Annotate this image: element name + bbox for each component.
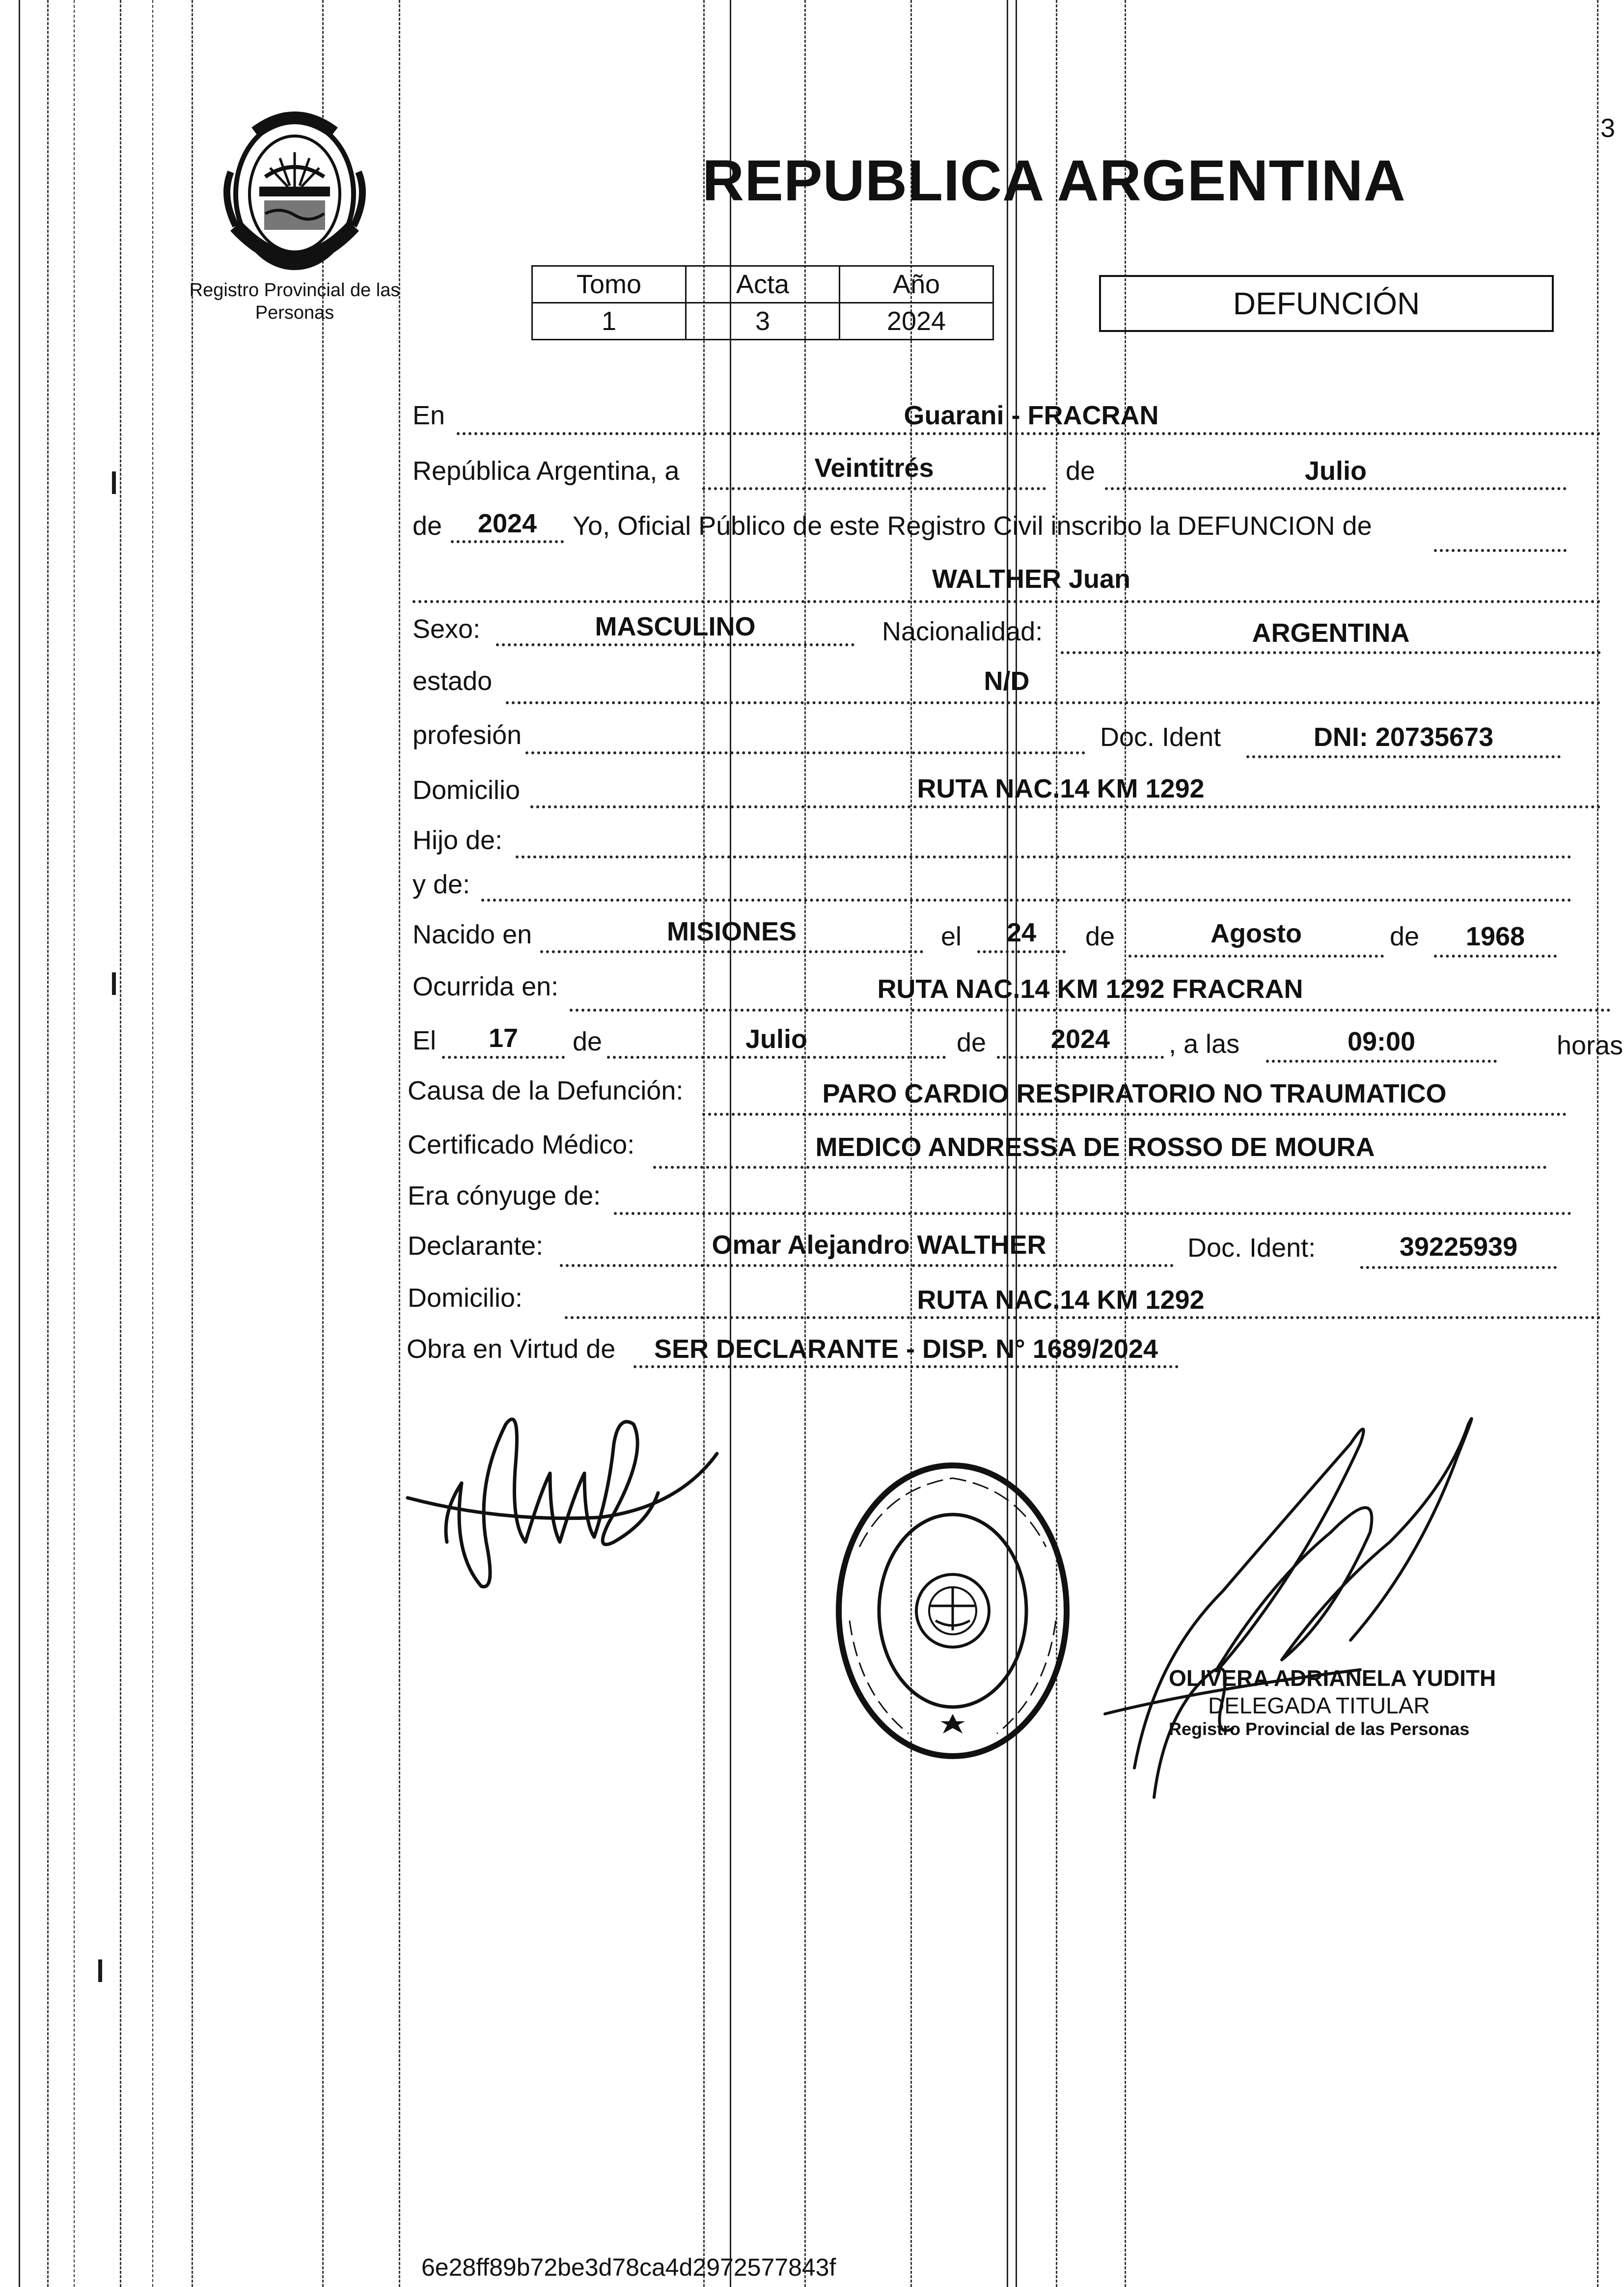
certificado-label: Certificado Médico: [408, 1130, 635, 1159]
anio-value: 2024 [840, 303, 993, 340]
sexo-label: Sexo: [413, 614, 481, 644]
sexo-value: MASCULINO [595, 612, 756, 641]
declarante-label: Declarante: [408, 1231, 544, 1261]
ocurrida-value: RUTA NAC.14 KM 1292 FRACRAN [877, 974, 1303, 1004]
domicilio-line [530, 805, 1601, 808]
death-hora-line [1266, 1060, 1497, 1063]
tomo-header: Tomo [532, 266, 686, 303]
birth-el-label: el [941, 922, 962, 951]
registration-table-header-row [532, 266, 993, 303]
conyuge-line [614, 1212, 1571, 1215]
death-month: Julio [745, 1024, 807, 1054]
causa-label: Causa de la Defunción: [408, 1076, 684, 1105]
profesion-label: profesión [413, 720, 522, 750]
declarante-domicilio-value: RUTA NAC.14 KM 1292 [917, 1285, 1205, 1315]
sexo-line [496, 643, 854, 646]
conyuge-label: Era cónyuge de: [408, 1181, 601, 1211]
scan-streak [703, 0, 705, 2287]
obra-en-virtud-line [633, 1365, 1179, 1368]
nacionalidad-value: ARGENTINA [1252, 618, 1410, 648]
scan-streak [74, 0, 75, 2287]
death-year-line [997, 1056, 1164, 1059]
fecha-acta-label: República Argentina, a [413, 456, 680, 486]
official-stamp-name: OLIVERA ADRIANELA YUDITH [1169, 1665, 1496, 1691]
obra-en-virtud-value: SER DECLARANTE - DISP. N° 1689/2024 [654, 1334, 1158, 1364]
scan-streak [192, 0, 193, 2287]
scan-streak [120, 0, 121, 2287]
declarante-domicilio-line [565, 1316, 1601, 1319]
fecha-acta-year-line [451, 540, 564, 543]
birth-de1-label: de [1085, 922, 1115, 951]
y-de-label: y de: [413, 870, 470, 899]
ocurrida-line [570, 1009, 1611, 1012]
birth-day-line [977, 950, 1066, 953]
death-hora: 09:00 [1347, 1027, 1416, 1056]
domicilio-label: Domicilio [413, 775, 521, 805]
scan-streak [152, 0, 153, 2287]
birth-year: 1968 [1465, 922, 1525, 951]
causa-line [702, 1113, 1567, 1116]
fecha-acta-day-line [702, 487, 1046, 490]
obra-en-virtud-label: Obra en Virtud de [407, 1334, 616, 1364]
doc-ident-line [1246, 755, 1561, 758]
registration-table [531, 265, 994, 340]
lugar-label: En [413, 401, 445, 430]
birth-month: Agosto [1211, 919, 1302, 948]
registration-table-value-row [532, 303, 993, 340]
death-de2-label: de [957, 1028, 987, 1057]
estado-line [506, 701, 1601, 704]
scan-streak [1597, 0, 1598, 2287]
scan-streak [399, 0, 400, 2287]
nacido-en-line [540, 950, 923, 953]
acta-header: Acta [686, 266, 840, 303]
declarant-signature [403, 1395, 737, 1601]
organization-caption: Registro Provincial de las Personas [189, 280, 400, 323]
inscription-statement: Yo, Oficial Público de este Registro Civil inscribo la DEFUNCION de [573, 511, 1372, 541]
declarante-domicilio-label: Domicilio: [408, 1283, 523, 1313]
fecha-acta-month: Julio [1304, 456, 1367, 486]
official-stamp-role: DELEGADA TITULAR [1208, 1693, 1430, 1718]
scan-streak [730, 0, 731, 2287]
page-number: 3 [1600, 113, 1615, 143]
declarante-value: Omar Alejandro WALTHER [712, 1230, 1046, 1260]
official-signature [1075, 1385, 1517, 1817]
official-stamp-org: Registro Provincial de las Personas [1169, 1719, 1470, 1739]
declarante-doc-line [1360, 1266, 1557, 1269]
scan-speck [112, 972, 116, 995]
declarante-doc-label: Doc. Ident: [1187, 1233, 1316, 1263]
scan-streak [47, 0, 49, 2287]
causa-value: PARO CARDIO RESPIRATORIO NO TRAUMATICO [822, 1079, 1447, 1108]
lugar-value: Guarani - FRACRAN [904, 401, 1159, 430]
fecha-defuncion-label: El [413, 1026, 437, 1055]
deceased-name: WALTHER Juan [932, 564, 1130, 594]
nacionalidad-line [1061, 651, 1601, 654]
estado-label: estado [413, 666, 493, 696]
tomo-value: 1 [532, 303, 686, 340]
fecha-acta-year: 2024 [477, 509, 537, 538]
hijo-de-line [516, 855, 1571, 858]
hijo-de-label: Hijo de: [413, 826, 503, 855]
scan-speck [112, 471, 116, 494]
death-de1-label: de [573, 1027, 603, 1056]
birth-place: MISIONES [666, 917, 797, 946]
scan-streak [19, 0, 20, 2287]
y-de-line [481, 899, 1571, 902]
statement-continuation-line [1434, 549, 1567, 552]
deceased-name-line [413, 600, 1601, 603]
domicilio-value: RUTA NAC.14 KM 1292 [917, 774, 1205, 803]
death-hora-label: , a las [1169, 1029, 1240, 1059]
certificado-line [653, 1166, 1547, 1169]
birth-de2-label: de [1390, 922, 1420, 951]
ocurrida-label: Ocurrida en: [413, 972, 559, 1001]
lugar-line [457, 432, 1601, 435]
doc-ident-label: Doc. Ident [1100, 722, 1221, 752]
birth-month-line [1129, 955, 1384, 958]
declarante-line [560, 1264, 1174, 1267]
document-type-box: DEFUNCIÓN [1099, 275, 1554, 332]
death-horas-label: horas [1557, 1031, 1624, 1060]
document-title: REPUBLICA ARGENTINA [702, 148, 1406, 213]
fecha-acta-day: Veintitrés [814, 453, 934, 483]
estado-value: N/D [984, 666, 1030, 696]
acta-value: 3 [686, 303, 840, 340]
anio-header: Año [840, 266, 993, 303]
death-day-line [442, 1056, 565, 1059]
death-day: 17 [488, 1023, 519, 1053]
fecha-acta-year-prefix: de [413, 511, 442, 541]
death-year: 2024 [1050, 1024, 1110, 1054]
nacionalidad-label: Nacionalidad: [882, 617, 1043, 646]
profesion-line [525, 751, 1085, 754]
fecha-acta-de-label: de [1066, 456, 1096, 486]
scan-streak [322, 0, 324, 2287]
fecha-acta-month-line [1105, 487, 1567, 490]
birth-day: 24 [1006, 918, 1037, 947]
document-hash: 6e28ff89b72be3d78ca4d2972577843f [421, 2254, 836, 2281]
registry-seal [830, 1459, 1075, 1763]
provincial-coat-of-arms-logo [201, 103, 388, 280]
certificado-value: MEDICO ANDRESSA DE ROSSO DE MOURA [815, 1132, 1375, 1162]
scan-speck [98, 1959, 102, 1982]
birth-year-line [1434, 955, 1557, 958]
nacido-en-label: Nacido en [413, 920, 532, 949]
declarante-doc-value: 39225939 [1399, 1232, 1518, 1262]
doc-ident-value: DNI: 20735673 [1313, 722, 1494, 752]
death-month-line [607, 1056, 946, 1059]
